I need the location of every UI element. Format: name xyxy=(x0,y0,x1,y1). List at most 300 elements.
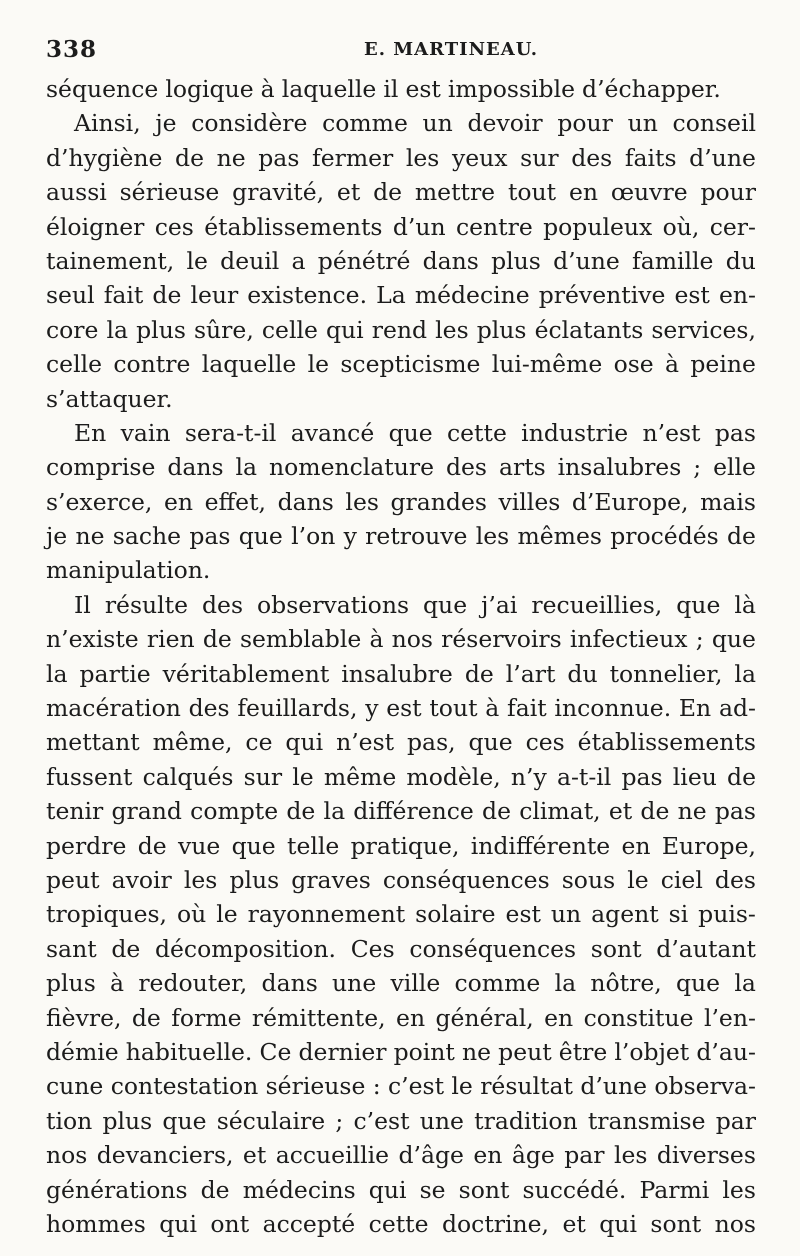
word: nomenclature xyxy=(269,453,435,482)
word: laquelle xyxy=(201,350,297,379)
word: ne xyxy=(462,1037,492,1066)
word: plus xyxy=(476,315,527,344)
word: plus xyxy=(491,246,541,275)
word: le xyxy=(307,350,330,379)
word: laquelle xyxy=(281,75,377,103)
word: d’une xyxy=(689,143,756,172)
word: fait xyxy=(103,281,144,310)
word: de xyxy=(152,281,182,310)
word: la xyxy=(106,315,129,344)
word: recueillies, xyxy=(531,590,663,619)
word: est xyxy=(405,75,441,103)
word: avancé xyxy=(290,418,375,447)
word: est xyxy=(674,281,710,310)
word: par xyxy=(715,1106,756,1135)
word: habituelle. xyxy=(125,1037,253,1066)
word: contestation xyxy=(110,1072,259,1101)
word: de xyxy=(202,625,232,654)
word: cette xyxy=(368,1209,429,1238)
text-line xyxy=(46,347,756,381)
text-line xyxy=(46,966,756,1000)
word: doctrine, xyxy=(441,1209,550,1238)
word: pour xyxy=(700,178,756,207)
word: dans xyxy=(261,969,318,998)
word: pour xyxy=(557,109,613,138)
text-line xyxy=(46,794,756,828)
word: si xyxy=(668,900,689,929)
word: celle xyxy=(46,350,103,379)
word: contre xyxy=(113,350,191,379)
word: c’est xyxy=(388,1072,445,1101)
word: de xyxy=(482,797,511,826)
word: vue xyxy=(177,831,221,860)
word: pas xyxy=(258,143,300,172)
word: sont xyxy=(650,1209,702,1238)
word: des xyxy=(571,143,613,172)
text-line xyxy=(46,210,756,244)
word: d’un xyxy=(392,212,446,241)
word: nos xyxy=(391,625,433,654)
page-header xyxy=(46,36,756,64)
word: ne xyxy=(75,522,105,551)
word: tout xyxy=(429,694,478,723)
word: général, xyxy=(435,1003,534,1032)
word: différence xyxy=(353,797,474,826)
word: c’est xyxy=(353,1106,410,1135)
word: le xyxy=(627,865,649,894)
text-line xyxy=(46,416,756,450)
text-line xyxy=(46,1104,756,1138)
word: l’objet xyxy=(614,1037,690,1066)
word: de xyxy=(200,1175,230,1204)
text-line xyxy=(46,313,756,347)
word: en xyxy=(544,1003,574,1032)
word: ce xyxy=(245,728,273,757)
word: que xyxy=(388,418,433,447)
word: ville xyxy=(390,969,441,998)
word: générations xyxy=(46,1175,188,1204)
word: de xyxy=(373,178,403,207)
word: perdre xyxy=(46,831,127,860)
text-line xyxy=(46,278,756,312)
text-line xyxy=(46,175,756,209)
word: qui xyxy=(368,1175,407,1204)
word: des xyxy=(714,865,756,894)
word: être xyxy=(558,1037,608,1066)
word: faits xyxy=(624,143,677,172)
word: forme xyxy=(171,1003,242,1032)
word: accepté xyxy=(262,1209,356,1238)
text-line xyxy=(46,622,756,656)
word: avoir xyxy=(111,865,172,894)
word: un xyxy=(627,109,658,138)
word: populeux xyxy=(543,212,653,241)
word: insalubres xyxy=(557,453,682,482)
word: que xyxy=(238,522,283,551)
word: deuil xyxy=(220,246,280,275)
word: plus xyxy=(102,1106,153,1135)
word: leur xyxy=(190,281,239,310)
word: effet, xyxy=(204,487,267,516)
word: puis- xyxy=(698,900,756,929)
word: pas xyxy=(189,522,231,551)
word: cune xyxy=(46,1072,104,1101)
word: que xyxy=(162,1106,207,1135)
text-line xyxy=(46,829,756,863)
word: de xyxy=(726,522,756,551)
word: conséquences xyxy=(409,934,577,963)
word: scepticisme xyxy=(340,350,481,379)
word: sérieuse xyxy=(265,1072,366,1101)
word: mais xyxy=(700,487,756,516)
word: aussi xyxy=(46,178,107,207)
word: en xyxy=(396,1003,426,1032)
text-line xyxy=(46,382,756,416)
page-number: 338 xyxy=(46,36,98,63)
word: graves xyxy=(291,865,371,894)
text-line xyxy=(46,450,756,484)
word: climat, xyxy=(519,797,601,826)
word: Europe, xyxy=(661,831,756,860)
word: médecins xyxy=(242,1175,356,1204)
word: par xyxy=(564,1141,605,1170)
text-line xyxy=(46,141,756,175)
word: gravité, xyxy=(232,178,325,207)
word: rayonnement xyxy=(247,900,406,929)
word: vain xyxy=(120,418,171,447)
word: tenir xyxy=(46,797,104,826)
word: qui xyxy=(325,315,364,344)
word: dans xyxy=(167,453,224,482)
word: à xyxy=(110,969,125,998)
text-line xyxy=(46,897,756,931)
word: pénétré xyxy=(317,246,411,275)
word: ces xyxy=(154,212,194,241)
word: tout xyxy=(507,178,557,207)
word: partie xyxy=(79,659,151,688)
word: pratique, xyxy=(350,831,460,860)
word: core xyxy=(46,315,99,344)
word: la xyxy=(323,797,346,826)
word: Ces xyxy=(350,934,395,963)
word: les xyxy=(183,865,218,894)
word: de xyxy=(286,797,316,826)
word: Parmi xyxy=(639,1175,710,1204)
word: sur xyxy=(243,762,283,791)
word: à xyxy=(485,694,500,723)
word: séculaire xyxy=(216,1106,326,1135)
word: en xyxy=(163,487,193,516)
text-line xyxy=(46,725,756,759)
word: services, xyxy=(651,315,756,344)
word: : xyxy=(372,1072,381,1101)
text-line xyxy=(46,1138,756,1172)
word: yeux xyxy=(451,143,508,172)
word: sous xyxy=(561,865,616,894)
word: plus xyxy=(229,865,280,894)
word: n’est xyxy=(642,418,701,447)
word: mettant xyxy=(46,728,140,757)
word: démie xyxy=(46,1037,119,1066)
word: d’une xyxy=(580,1072,648,1101)
word: en- xyxy=(718,281,756,310)
word: le xyxy=(292,762,314,791)
word: de xyxy=(464,659,494,688)
word: en xyxy=(621,831,651,860)
running-head: E. MARTINEAU. xyxy=(364,39,539,60)
word: le xyxy=(186,246,208,275)
word: que xyxy=(423,590,468,619)
word: ont xyxy=(210,1209,250,1238)
word: et xyxy=(242,1141,267,1170)
word: macération xyxy=(46,694,181,723)
word: là xyxy=(734,590,756,619)
word: tropiques, xyxy=(46,900,167,929)
word: retrouve xyxy=(365,522,468,551)
word: En xyxy=(678,694,712,723)
word: d’échapper. xyxy=(582,75,721,103)
word: nos xyxy=(714,1209,756,1238)
word: rémittente, xyxy=(251,1003,386,1032)
word: ; xyxy=(335,1106,344,1135)
text-line xyxy=(46,106,756,140)
word: je xyxy=(46,522,68,551)
word: âge xyxy=(511,1141,555,1170)
word: observa- xyxy=(654,1072,756,1101)
word: feuillards, xyxy=(237,694,358,723)
word: considère xyxy=(191,109,308,138)
word: à xyxy=(260,75,275,103)
word: ad- xyxy=(718,694,756,723)
word: grandes xyxy=(390,487,487,516)
word: ne xyxy=(216,143,246,172)
word: elle xyxy=(713,453,756,482)
word: centre xyxy=(455,212,533,241)
word: constitue xyxy=(583,1003,694,1032)
word: comprise xyxy=(46,453,156,482)
text-line xyxy=(46,1069,756,1103)
word: décomposition. xyxy=(154,934,337,963)
word: les xyxy=(405,143,440,172)
word: de xyxy=(727,762,756,791)
word: résulte xyxy=(104,590,189,619)
word: transmise xyxy=(587,1106,706,1135)
word: indifférente xyxy=(470,831,611,860)
word: mettre xyxy=(414,178,496,207)
word: nôtre, xyxy=(590,969,662,998)
word: observations xyxy=(257,590,410,619)
word: dans xyxy=(277,487,334,516)
word: devoir xyxy=(467,109,543,138)
word: n’y xyxy=(510,762,547,791)
word: d’une xyxy=(553,246,620,275)
word: que xyxy=(676,590,721,619)
word: ose xyxy=(613,350,654,379)
word: En xyxy=(74,418,107,447)
word: un xyxy=(422,109,453,138)
word: la xyxy=(235,453,258,482)
word: sûre, xyxy=(193,315,254,344)
word: existence. xyxy=(247,281,368,310)
word: a xyxy=(291,246,306,275)
word: la xyxy=(734,969,756,998)
word: les xyxy=(475,522,510,551)
word: accueillie xyxy=(275,1141,390,1170)
word: établissements xyxy=(577,728,756,757)
word: ces xyxy=(525,728,565,757)
word: pas xyxy=(714,418,756,447)
word: l’art xyxy=(505,659,556,688)
word: éclatants xyxy=(534,315,644,344)
word: fait xyxy=(507,694,547,723)
word: industrie xyxy=(521,418,629,447)
word: des xyxy=(202,590,244,619)
word: qui xyxy=(159,1209,197,1238)
word: le xyxy=(216,900,238,929)
word: d’hygiène xyxy=(46,143,163,172)
word: d’âge xyxy=(398,1141,464,1170)
word: en xyxy=(473,1141,503,1170)
word: La xyxy=(376,281,406,310)
word: sache xyxy=(112,522,182,551)
word: Ainsi, xyxy=(74,109,141,138)
word: véritablement xyxy=(162,659,330,688)
word: préventive xyxy=(538,281,666,310)
word: la xyxy=(46,659,68,688)
word: grand xyxy=(111,797,182,826)
word: a-t-il xyxy=(556,762,612,791)
word: de xyxy=(640,797,670,826)
word: n’est xyxy=(336,728,395,757)
word: pas xyxy=(621,762,663,791)
word: sont xyxy=(458,1175,510,1204)
word: cer- xyxy=(709,212,756,241)
text-line xyxy=(46,72,756,106)
word: fièvre, xyxy=(46,1003,122,1032)
word: lui-même xyxy=(491,350,603,379)
body-text xyxy=(46,72,756,1241)
word: s’exerce, xyxy=(46,487,153,516)
text-line xyxy=(46,1207,756,1241)
word: famille xyxy=(632,246,714,275)
word: la xyxy=(554,969,577,998)
word: cette xyxy=(446,418,507,447)
word: du xyxy=(725,246,756,275)
word: qui xyxy=(599,1209,637,1238)
text-line xyxy=(46,760,756,794)
word: j’ai xyxy=(481,590,518,619)
word: insalubre xyxy=(341,659,453,688)
word: le xyxy=(451,1072,473,1101)
word: sérieuse xyxy=(119,178,220,207)
word: les xyxy=(613,1141,648,1170)
text-line xyxy=(46,588,756,622)
word: impossible xyxy=(447,75,575,103)
word: et xyxy=(608,797,633,826)
text-line xyxy=(46,1001,756,1035)
text-line xyxy=(46,1173,756,1207)
word: n’existe xyxy=(46,625,139,654)
word: il xyxy=(383,75,399,103)
word: que xyxy=(675,969,721,998)
word: une xyxy=(419,1106,464,1135)
word: je xyxy=(155,109,177,138)
word: seul xyxy=(46,281,95,310)
text-line xyxy=(46,553,756,587)
word: y xyxy=(365,694,379,723)
word: nos xyxy=(46,1141,88,1170)
word: œuvre xyxy=(610,178,688,207)
word: lieu xyxy=(672,762,717,791)
word: ; xyxy=(693,453,702,482)
word: logique xyxy=(165,75,254,103)
word: calqués xyxy=(142,762,234,791)
word: solaire xyxy=(415,900,496,929)
word: rend xyxy=(371,315,428,344)
word: qui xyxy=(285,728,324,757)
word: même xyxy=(323,762,397,791)
word: des xyxy=(445,453,487,482)
word: dernier xyxy=(298,1037,387,1066)
word: de xyxy=(131,1003,161,1032)
text-line xyxy=(46,657,756,691)
word: rien xyxy=(146,625,195,654)
word: compte xyxy=(190,797,279,826)
word: celle xyxy=(261,315,318,344)
word: la xyxy=(734,659,756,688)
word: est xyxy=(386,694,422,723)
word: les xyxy=(435,315,469,344)
word: et xyxy=(562,1209,586,1238)
word: de xyxy=(111,934,141,963)
word: procédés xyxy=(610,522,719,551)
word: manipulation. xyxy=(46,556,211,585)
word: pas xyxy=(714,797,756,826)
word: résultat xyxy=(480,1072,573,1101)
word: éloigner xyxy=(46,212,145,241)
text-line xyxy=(46,932,756,966)
word: sur xyxy=(520,143,559,172)
word: à xyxy=(369,625,384,654)
word: de xyxy=(137,831,167,860)
text-line xyxy=(46,1035,756,1069)
word: villes xyxy=(498,487,561,516)
word: que xyxy=(468,728,513,757)
text-line xyxy=(46,485,756,519)
word: du xyxy=(567,659,598,688)
word: comme xyxy=(454,969,541,998)
word: fermer xyxy=(312,143,394,172)
word: tion xyxy=(46,1106,93,1135)
text-line xyxy=(46,244,756,278)
word: telle xyxy=(287,831,340,860)
word: que xyxy=(231,831,276,860)
word: d’Europe, xyxy=(571,487,689,516)
word: tainement, xyxy=(46,246,175,275)
word: y xyxy=(343,522,357,551)
word: les xyxy=(722,1175,756,1204)
word: conseil xyxy=(672,109,756,138)
word: se xyxy=(419,1175,446,1204)
word: semblable xyxy=(239,625,362,654)
word: réservoirs xyxy=(441,625,562,654)
word: plus xyxy=(136,315,186,344)
word: d’autant xyxy=(656,934,756,963)
word: s’attaquer. xyxy=(46,384,173,413)
word: mêmes xyxy=(517,522,602,551)
word: inconnue. xyxy=(554,694,672,723)
word: est xyxy=(505,900,541,929)
